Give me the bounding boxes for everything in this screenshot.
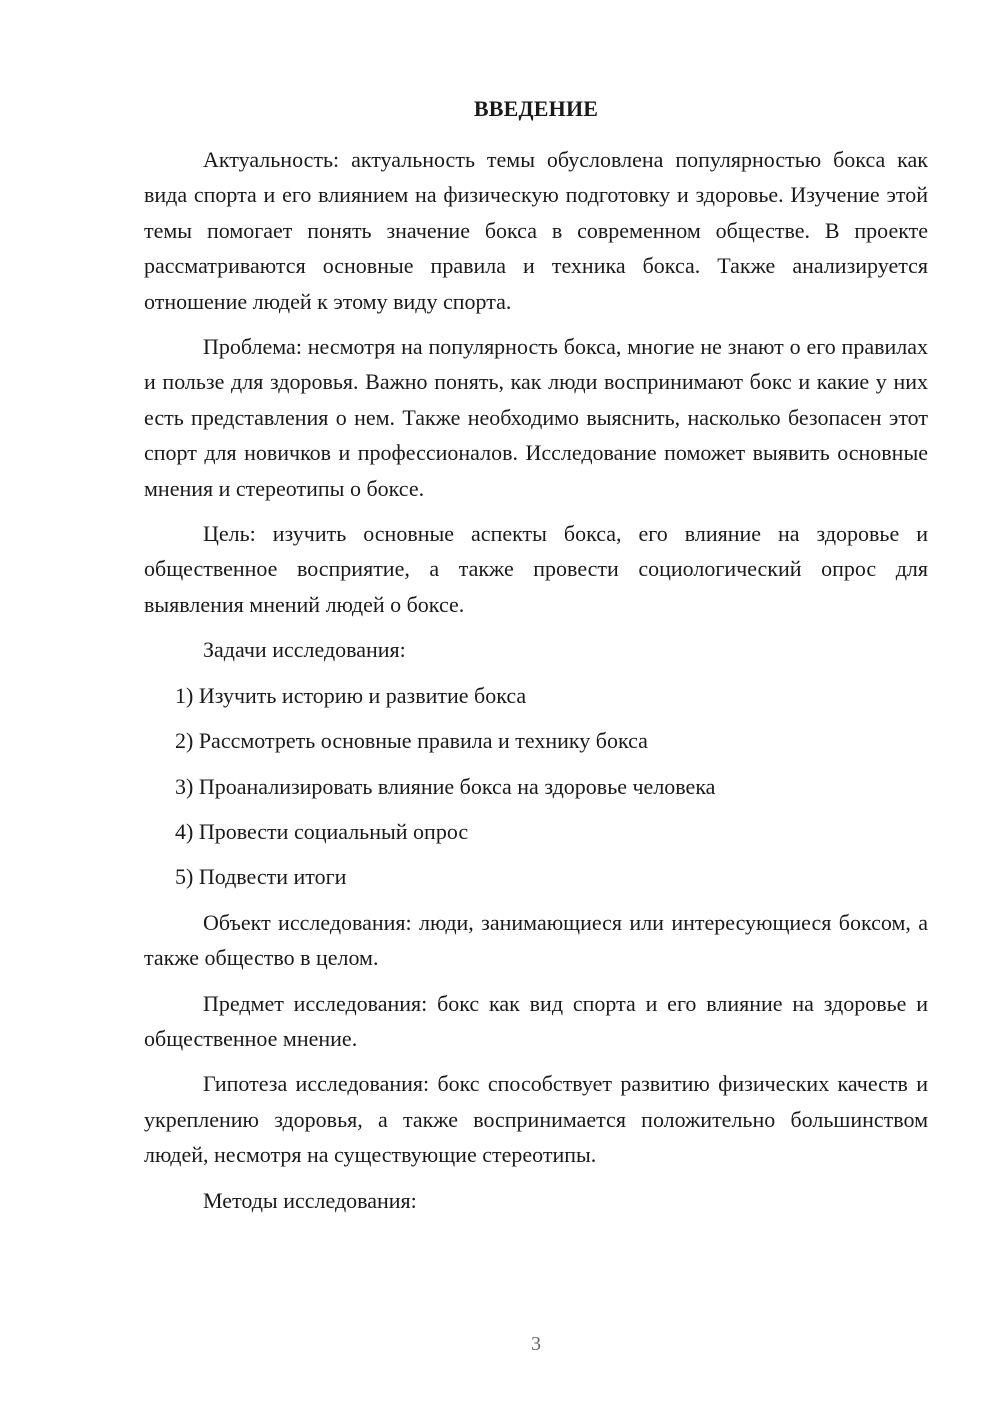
paragraph-goal: Цель: изучить основные аспекты бокса, его влияние на здоровье и общественное восприятие, а также провести социологический опрос для выявления мнений людей о боксе. xyxy=(144,521,928,617)
list-item: 4) Провести социальный опрос xyxy=(175,818,469,844)
paragraph-subject: Предмет исследования: бокс как вид спорта и его влияние на здоровье и общественное мнение. xyxy=(144,990,928,1051)
tasks-heading: Задачи исследования: xyxy=(203,637,406,663)
paragraph-problem: Проблема: несмотря на популярность бокса, многие не знают о его правилах и пользе для здоровья. Важно понять, как люди воспринимают бокс и какие у них есть представления о нем. Также необходимо выяснить, насколько безопасен этот спорт для новичков и профессионалов. Исследование поможет выявить основные мнения и стереотипы о боксе. xyxy=(144,334,928,501)
paragraph-object: Объект исследования: люди, занимающиеся или интересующиеся боксом, а также общество в целом. xyxy=(144,909,928,971)
paragraph-relevance: Актуальность: актуальность темы обусловлена популярностью бокса как вида спорта и его влиянием на физическую подготовку и здоровье. Изучение этой темы помогает понять значение бокса в современном обществе. В проекте рассматриваются основные правила и техника бокса. Также анализируется отношение людей к этому виду спорта. xyxy=(144,147,928,314)
page-number: 3 xyxy=(531,1333,541,1355)
paragraph-hypothesis: Гипотеза исследования: бокс способствует развитию физических качеств и укреплению здоровья, а также воспринимается положительно большинством людей, несмотря на существующие стереотипы. xyxy=(144,1071,928,1168)
section-title: ВВЕДЕНИЕ xyxy=(473,96,599,121)
list-item: 2) Рассмотреть основные правила и технику бокса xyxy=(175,728,648,754)
list-item: 1) Изучить историю и развитие бокса xyxy=(175,682,527,708)
tasks-list xyxy=(144,678,928,895)
list-item: 5) Подвести итоги xyxy=(175,864,347,890)
list-item: 3) Проанализировать влияние бокса на здоровье человека xyxy=(175,773,716,799)
section-body xyxy=(144,142,928,1228)
methods-heading: Методы исследования: xyxy=(203,1187,417,1213)
